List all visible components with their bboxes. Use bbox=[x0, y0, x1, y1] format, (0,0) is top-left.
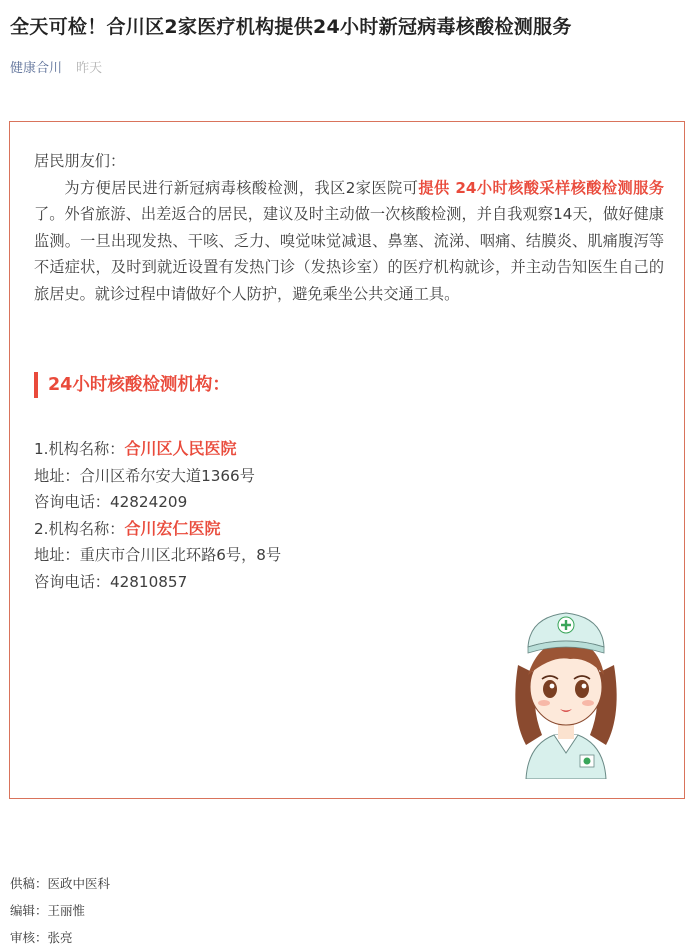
reviewer-credit: 审核：张亮 bbox=[10, 930, 73, 945]
institution-address: 地址：重庆市合川区北环路6号，8号 bbox=[34, 546, 282, 565]
account-name-link[interactable]: 健康合川 bbox=[10, 61, 63, 76]
institution-phone-row bbox=[34, 569, 634, 596]
paragraph-intro: 为方便居民进行新冠病毒核酸检测，我区2家医院可 bbox=[64, 178, 419, 197]
institution-1-name-row bbox=[34, 436, 634, 463]
service-highlight: 提供 24小时核酸采样核酸检测服务 bbox=[418, 178, 664, 197]
source-credit: 供稿：医政中医科 bbox=[10, 876, 111, 891]
institution-phone-row bbox=[34, 489, 634, 516]
article-title: 全天可检！合川区2家医疗机构提供24小时新冠病毒核酸检测服务 bbox=[10, 16, 572, 38]
institution-2-name-row bbox=[34, 516, 634, 543]
notice-body bbox=[34, 148, 664, 308]
institution-name: 合川宏仁医院 bbox=[124, 518, 221, 538]
phone-label: 咨询电话： bbox=[34, 572, 110, 591]
greeting: 居民朋友们： bbox=[34, 152, 126, 170]
article-meta bbox=[10, 60, 102, 78]
phone-label: 咨询电话： bbox=[34, 493, 110, 512]
credits bbox=[10, 870, 110, 951]
paragraph-rest: 了。外省旅游、出差返合的居民，建议及时主动做一次核酸检测，并自我观察14天，做好健康监测。一旦出现发热、干咳、乏力、嗅觉味觉减退、鼻塞、流涕、咽痛、结膜炎、肌痛腹泻等不适症状，及时到就近设置有发热门诊（发热诊室）的医疗机构就诊，并主动告知医生自己的旅居史。就诊过程中请做好个人防护，避免乘坐公共交通工具。 bbox=[34, 205, 664, 303]
institution-name: 合川区人民医院 bbox=[124, 439, 237, 458]
section-heading: 24小时核酸检测机构： bbox=[34, 372, 230, 398]
institution-name-label: 1.机构名称： bbox=[34, 440, 125, 458]
phone-number[interactable]: 42810857 bbox=[109, 572, 188, 591]
editor-credit: 编辑：王丽惟 bbox=[10, 903, 86, 918]
notice-paragraph bbox=[34, 175, 664, 308]
institution-name-label: 2.机构名称： bbox=[34, 519, 125, 538]
institution-address: 地址：合川区希尔安大道1366号 bbox=[34, 466, 255, 485]
publish-time: 昨天 bbox=[76, 61, 103, 76]
phone-number[interactable]: 42824209 bbox=[109, 493, 188, 512]
nurse-illustration bbox=[508, 595, 624, 779]
institution-list bbox=[34, 436, 634, 596]
